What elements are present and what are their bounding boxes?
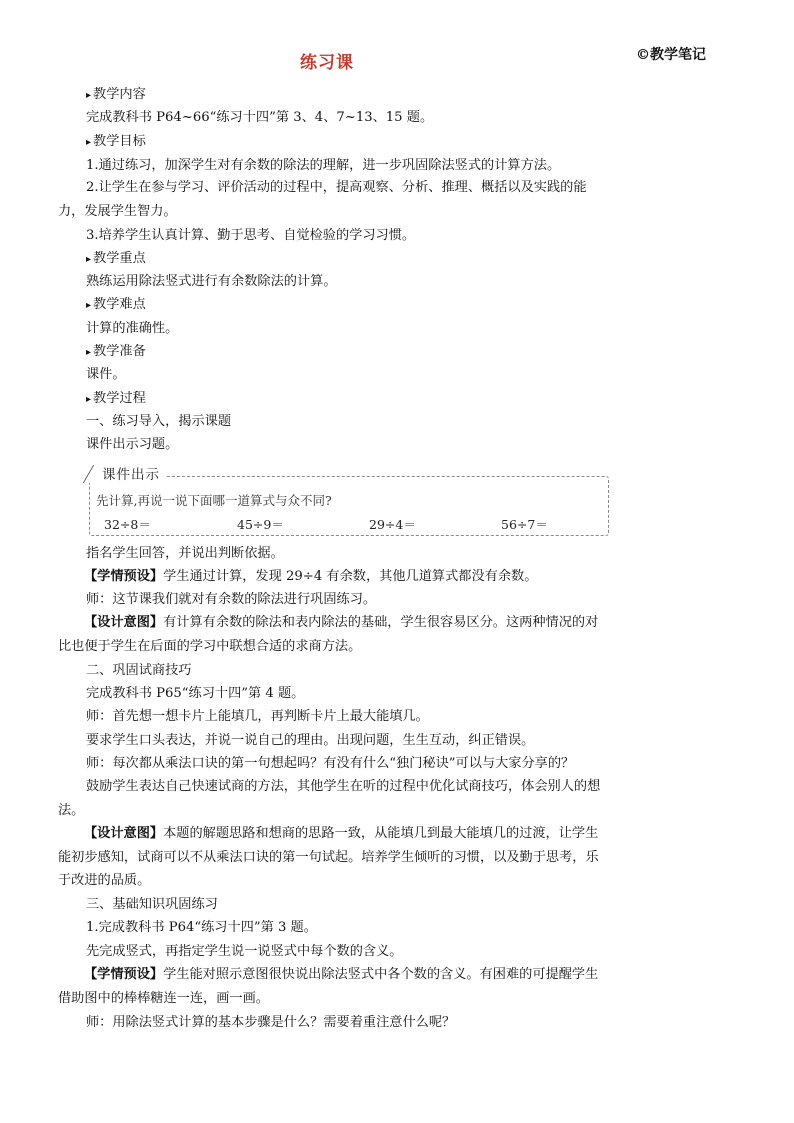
section-heading-content: ▸ 教学内容 [86,87,146,102]
paragraph-encourage: 鼓励学生表达自己快速试商的方法，其他学生在听的过程中优化试商技巧，体会别人的想法。 [58,779,601,818]
triangle-bullet-icon: ▸ [86,137,92,148]
paragraph-design-1: 【设计意图】有计算有余数的除法和表内除法的基础，学生很容易区分。这两种情况的对比也便于学生在后面的学习中联想合适的求商方法。 [58,615,599,654]
triangle-bullet-icon: ▸ [86,254,92,265]
courseware-question: 先计算,再说一说下面哪一道算式与众不同? [96,493,332,508]
paragraph-preset-1: 【学情预设】学生通过计算，发现 29÷4 有余数，其他几道算式都没有余数。 [84,569,538,584]
brand-watermark: ©教学笔记 [636,47,706,63]
key-text: 熟练运用除法竖式进行有余数除法的计算。 [86,274,337,289]
paragraph-teacher-4: 师：用除法竖式计算的基本步骤是什么？需要着重注意什么呢？ [86,1015,456,1030]
section-heading-difficulty: ▸ 教学难点 [86,297,146,312]
paragraph-task-3: 1.完成教科书 P64“练习十四”第 3 题。 [86,920,317,935]
paragraph-teacher-1: 师：这节课我们就对有余数的除法进行巩固练习。 [86,592,377,607]
section-heading-process: ▸ 教学过程 [86,391,146,406]
goal-3: 3.培养学生认真计算、勤于思考、自觉检验的学习习惯。 [86,228,416,243]
triangle-bullet-icon: ▸ [86,90,92,101]
paragraph-teacher-2: 师：首先想一想卡片上能填几，再判断卡片上最大能填几。 [86,709,429,724]
prep-text: 课件。 [86,367,126,382]
section-heading-prep: ▸ 教学准备 [86,344,146,359]
equation-4: 56÷7＝ [501,517,548,532]
paragraph-teacher-3: 师：每次都从乘法口诀的第一句想起吗？有没有什么“独门秘诀”可以与大家分享的？ [86,756,575,771]
step-3-heading: 三、基础知识巩固练习 [86,897,218,912]
goal-2: 2.让学生在参与学习、评价活动的过程中，提高观察、分析、推理、概括以及实践的能力，发展学生智力。 [58,180,587,219]
step-2-heading: 二、巩固试商技巧 [86,663,192,678]
courseware-label: 课件出示 [86,463,166,483]
paragraph-preset-2: 【学情预设】学生能对照示意图很快说出除法竖式中各个数的含义。有困难的可提醒学生借助图中的棒棒糖连一连，画一画。 [58,967,599,1006]
courseware-box [89,467,609,536]
paragraph-task-2: 完成教科书 P65“练习十四”第 4 题。 [86,686,305,701]
goal-1: 1.通过练习，加深学生对有余数的除法的理解，进一步巩固除法竖式的计算方法。 [86,158,561,173]
equation-3: 29÷4＝ [369,517,416,532]
step-1-text: 课件出示习题。 [86,437,179,452]
difficulty-text: 计算的准确性。 [86,321,179,336]
paragraph-require-2: 要求学生口头表达，并说一说自己的理由。出现问题，生生互动，纠正错误。 [86,733,535,748]
content-text: 完成教科书 P64~66“练习十四”第 3、4、7~13、15 题。 [86,110,434,125]
triangle-bullet-icon: ▸ [86,347,92,358]
step-1-heading: 一、练习导入，揭示课题 [86,414,232,429]
triangle-bullet-icon: ▸ [86,394,92,405]
section-heading-goals: ▸ 教学目标 [86,134,146,149]
equation-1: 32÷8＝ [104,517,151,532]
page-title: 练习课 [300,53,354,73]
paragraph-answer: 指名学生回答，并说出判断依据。 [86,546,284,561]
equation-2: 45÷9＝ [237,517,284,532]
paragraph-vertical: 先完成竖式，再指定学生说一说竖式中每个数的含义。 [86,944,403,959]
paragraph-design-2: 【设计意图】本题的解题思路和想商的思路一致，从能填几到最大能填几的过渡，让学生能初步感知，试商可以不从乘法口诀的第一句试起。培养学生倾听的习惯，以及勤于思考，乐于改进的品质。 [58,826,599,888]
triangle-bullet-icon: ▸ [86,300,92,311]
section-heading-key: ▸ 教学重点 [86,251,146,266]
